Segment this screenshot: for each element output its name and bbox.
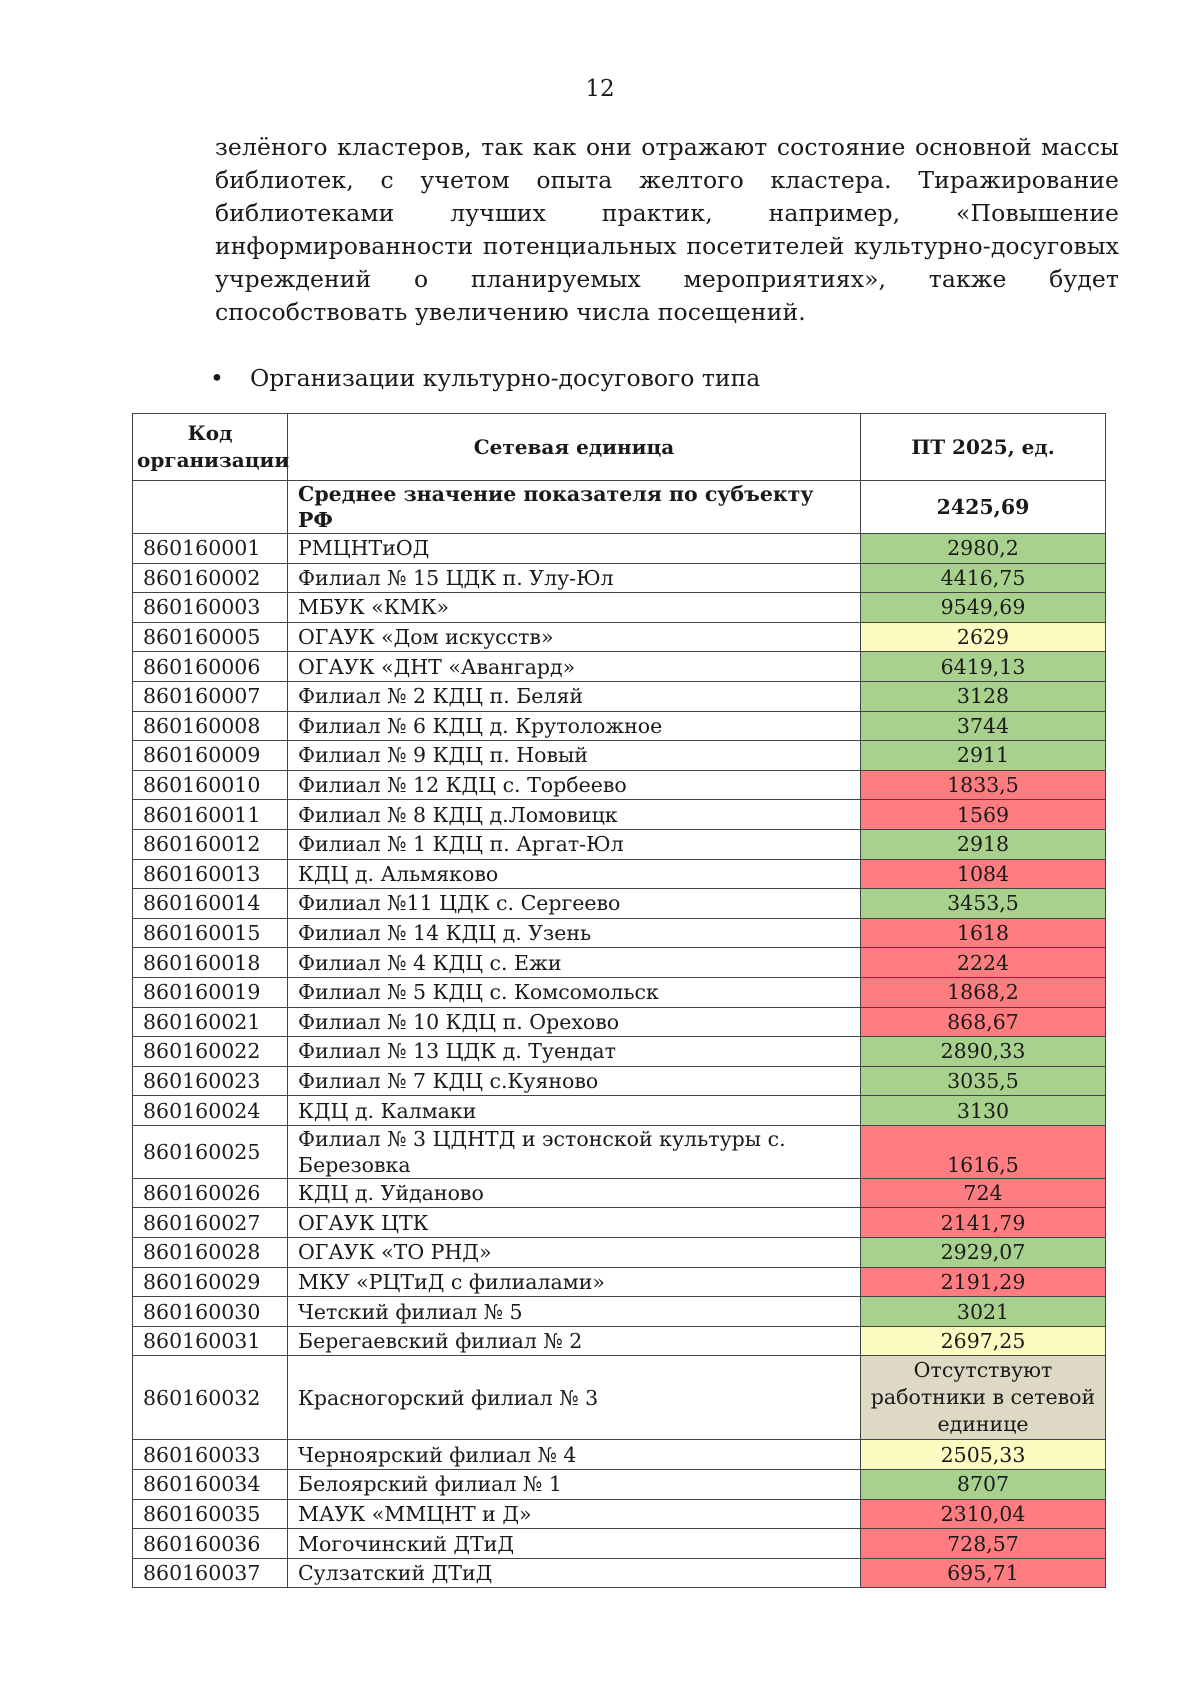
table-row: [133, 534, 1106, 564]
pt-value-cell: Отсутствуют работники в сетевой единице: [861, 1356, 1106, 1440]
org-code-cell: 860160037: [133, 1558, 288, 1588]
section-heading-text: Организации культурно-досугового типа: [250, 364, 761, 392]
pt-value-cell: 8707: [861, 1470, 1106, 1500]
table-row: [133, 1356, 1106, 1440]
table-row: [133, 652, 1106, 682]
network-unit-cell: КДЦ д. Калмаки: [288, 1096, 861, 1126]
table-row: [133, 1238, 1106, 1268]
org-code-cell: 860160014: [133, 889, 288, 919]
table-row: [133, 1470, 1106, 1500]
pt-value-cell: 3021: [861, 1297, 1106, 1327]
network-unit-cell: Филиал № 6 КДЦ д. Крутоложное: [288, 711, 861, 741]
org-code-cell: 860160001: [133, 534, 288, 564]
network-unit-cell: ОГАУК «ТО РНД»: [288, 1238, 861, 1268]
pt-value-cell: 2918: [861, 829, 1106, 859]
network-unit-cell: Филиал № 7 КДЦ с.Куяново: [288, 1066, 861, 1096]
network-unit-cell: ОГАУК «Дом искусств»: [288, 622, 861, 652]
bullet-icon: •: [210, 364, 224, 392]
pt-value-cell: 1569: [861, 800, 1106, 830]
network-unit-cell: Филиал № 13 ЦДК д. Туендат: [288, 1037, 861, 1067]
network-unit-cell: Филиал № 12 КДЦ с. Торбеево: [288, 770, 861, 800]
network-unit-cell: Филиал № 4 КДЦ с. Ежи: [288, 948, 861, 978]
pt-value-cell: 2191,29: [861, 1267, 1106, 1297]
table-row: [133, 1529, 1106, 1559]
org-code-cell: 860160005: [133, 622, 288, 652]
org-code-cell: 860160023: [133, 1066, 288, 1096]
pt-value-cell: 4416,75: [861, 563, 1106, 593]
pt-value-cell: 695,71: [861, 1558, 1106, 1588]
network-unit-cell: Сулзатский ДТиД: [288, 1558, 861, 1588]
table-row: [133, 622, 1106, 652]
table-row: [133, 1440, 1106, 1470]
network-unit-cell: Берегаевский филиал № 2: [288, 1326, 861, 1356]
org-code-cell: 860160026: [133, 1178, 288, 1208]
table-row: [133, 1326, 1106, 1356]
table-row: [133, 711, 1106, 741]
table-row: [133, 889, 1106, 919]
table-row: [133, 563, 1106, 593]
average-row: [133, 481, 1106, 534]
table-row: [133, 800, 1106, 830]
network-unit-cell: Филиал № 5 КДЦ с. Комсомольск: [288, 977, 861, 1007]
pt-value-cell: 9549,69: [861, 593, 1106, 623]
org-code-cell: 860160028: [133, 1238, 288, 1268]
pt-value-cell: 2310,04: [861, 1499, 1106, 1529]
org-code-cell: 860160036: [133, 1529, 288, 1559]
org-code-cell: 860160024: [133, 1096, 288, 1126]
header-code: Код организации: [133, 414, 288, 481]
network-unit-cell: РМЦНТиОД: [288, 534, 861, 564]
org-code-cell: 860160003: [133, 593, 288, 623]
pt-value-cell: 2141,79: [861, 1208, 1106, 1238]
table-row: [133, 593, 1106, 623]
average-code-cell: [133, 481, 288, 534]
org-code-cell: 860160025: [133, 1125, 288, 1178]
pt-value-cell: 2224: [861, 948, 1106, 978]
org-code-cell: 860160007: [133, 681, 288, 711]
org-code-cell: 860160009: [133, 741, 288, 771]
table-row: [133, 681, 1106, 711]
network-unit-cell: Красногорский филиал № 3: [288, 1356, 861, 1440]
network-unit-cell: Четский филиал № 5: [288, 1297, 861, 1327]
org-code-cell: 860160035: [133, 1499, 288, 1529]
org-code-cell: 860160019: [133, 977, 288, 1007]
table-row: [133, 1037, 1106, 1067]
network-unit-cell: Филиал № 2 КДЦ п. Беляй: [288, 681, 861, 711]
table-row: [133, 1125, 1106, 1178]
network-unit-cell: Филиал № 1 КДЦ п. Аргат-Юл: [288, 829, 861, 859]
table-row: [133, 1297, 1106, 1327]
pt-value-cell: 2629: [861, 622, 1106, 652]
pt-value-cell: 3035,5: [861, 1066, 1106, 1096]
pt-value-cell: 1618: [861, 918, 1106, 948]
pt-value-cell: 1616,5: [861, 1125, 1106, 1178]
table-row: [133, 1096, 1106, 1126]
pt-value-cell: 3744: [861, 711, 1106, 741]
pt-value-cell: 3130: [861, 1096, 1106, 1126]
table-row: [133, 1558, 1106, 1588]
org-code-cell: 860160022: [133, 1037, 288, 1067]
network-unit-cell: МАУК «ММЦНТ и Д»: [288, 1499, 861, 1529]
pt-value-cell: 868,67: [861, 1007, 1106, 1037]
table-row: [133, 1007, 1106, 1037]
pt-value-cell: 724: [861, 1178, 1106, 1208]
org-code-cell: 860160033: [133, 1440, 288, 1470]
pt-value-cell: 2697,25: [861, 1326, 1106, 1356]
table-row: [133, 859, 1106, 889]
network-unit-cell: МКУ «РЦТиД с филиалами»: [288, 1267, 861, 1297]
pt-value-cell: 2980,2: [861, 534, 1106, 564]
pt-value-cell: 6419,13: [861, 652, 1106, 682]
network-unit-cell: Филиал № 8 КДЦ д.Ломовицк: [288, 800, 861, 830]
pt-value-cell: 2890,33: [861, 1037, 1106, 1067]
pt-value-cell: 1868,2: [861, 977, 1106, 1007]
network-unit-cell: ОГАУК ЦТК: [288, 1208, 861, 1238]
org-code-cell: 860160032: [133, 1356, 288, 1440]
org-code-cell: 860160021: [133, 1007, 288, 1037]
table-row: [133, 1267, 1106, 1297]
network-unit-cell: Филиал № 14 КДЦ д. Узень: [288, 918, 861, 948]
network-unit-cell: Могочинский ДТиД: [288, 1529, 861, 1559]
pt-value-cell: 2929,07: [861, 1238, 1106, 1268]
table-row: [133, 948, 1106, 978]
page-number: 12: [585, 76, 615, 102]
org-code-cell: 860160018: [133, 948, 288, 978]
org-code-cell: 860160008: [133, 711, 288, 741]
pt-value-cell: 3453,5: [861, 889, 1106, 919]
organizations-table: [132, 413, 1106, 1588]
table-row: [133, 741, 1106, 771]
org-code-cell: 860160029: [133, 1267, 288, 1297]
network-unit-cell: Филиал № 3 ЦДНТД и эстонской культуры с. Березовка: [288, 1125, 861, 1178]
pt-value-cell: 2911: [861, 741, 1106, 771]
org-code-cell: 860160012: [133, 829, 288, 859]
org-code-cell: 860160011: [133, 800, 288, 830]
network-unit-cell: Филиал № 9 КДЦ п. Новый: [288, 741, 861, 771]
table-row: [133, 1066, 1106, 1096]
org-code-cell: 860160034: [133, 1470, 288, 1500]
table-row: [133, 1208, 1106, 1238]
network-unit-cell: КДЦ д. Альмяково: [288, 859, 861, 889]
pt-value-cell: 1833,5: [861, 770, 1106, 800]
section-heading: [210, 362, 760, 395]
network-unit-cell: Филиал № 15 ЦДК п. Улу-Юл: [288, 563, 861, 593]
table-header-row: [133, 414, 1106, 481]
org-code-cell: 860160027: [133, 1208, 288, 1238]
network-unit-cell: Черноярский филиал № 4: [288, 1440, 861, 1470]
table-row: [133, 1178, 1106, 1208]
org-code-cell: 860160030: [133, 1297, 288, 1327]
pt-value-cell: 3128: [861, 681, 1106, 711]
org-code-cell: 860160015: [133, 918, 288, 948]
header-value: ПТ 2025, ед.: [861, 414, 1106, 481]
table-row: [133, 829, 1106, 859]
org-code-cell: 860160031: [133, 1326, 288, 1356]
org-code-cell: 860160002: [133, 563, 288, 593]
table-row: [133, 770, 1106, 800]
network-unit-cell: Филиал № 10 КДЦ п. Орехово: [288, 1007, 861, 1037]
average-label: Среднее значение показателя по субъекту РФ: [288, 481, 861, 534]
table-row: [133, 1499, 1106, 1529]
header-unit: Сетевая единица: [288, 414, 861, 481]
network-unit-cell: МБУК «КМК»: [288, 593, 861, 623]
network-unit-cell: ОГАУК «ДНТ «Авангард»: [288, 652, 861, 682]
body-paragraph: зелёного кластеров, так как они отражают состояние основной массы библиотек, с учетом опыта желтого кластера. Тиражирование библиотеками лучших практик, например, «Повышение информированности потенциальных посетителей культурно-досуговых учреждений о планируемых мероприятиях», также будет способствовать увеличению числа посещений.: [215, 133, 1119, 326]
org-code-cell: 860160013: [133, 859, 288, 889]
table-row: [133, 977, 1106, 1007]
pt-value-cell: 2505,33: [861, 1440, 1106, 1470]
pt-value-cell: 728,57: [861, 1529, 1106, 1559]
table-row: [133, 918, 1106, 948]
org-code-cell: 860160010: [133, 770, 288, 800]
network-unit-cell: Филиал №11 ЦДК с. Сергеево: [288, 889, 861, 919]
average-value: 2425,69: [861, 481, 1106, 534]
org-code-cell: 860160006: [133, 652, 288, 682]
network-unit-cell: Белоярский филиал № 1: [288, 1470, 861, 1500]
pt-value-cell: 1084: [861, 859, 1106, 889]
network-unit-cell: КДЦ д. Уйданово: [288, 1178, 861, 1208]
